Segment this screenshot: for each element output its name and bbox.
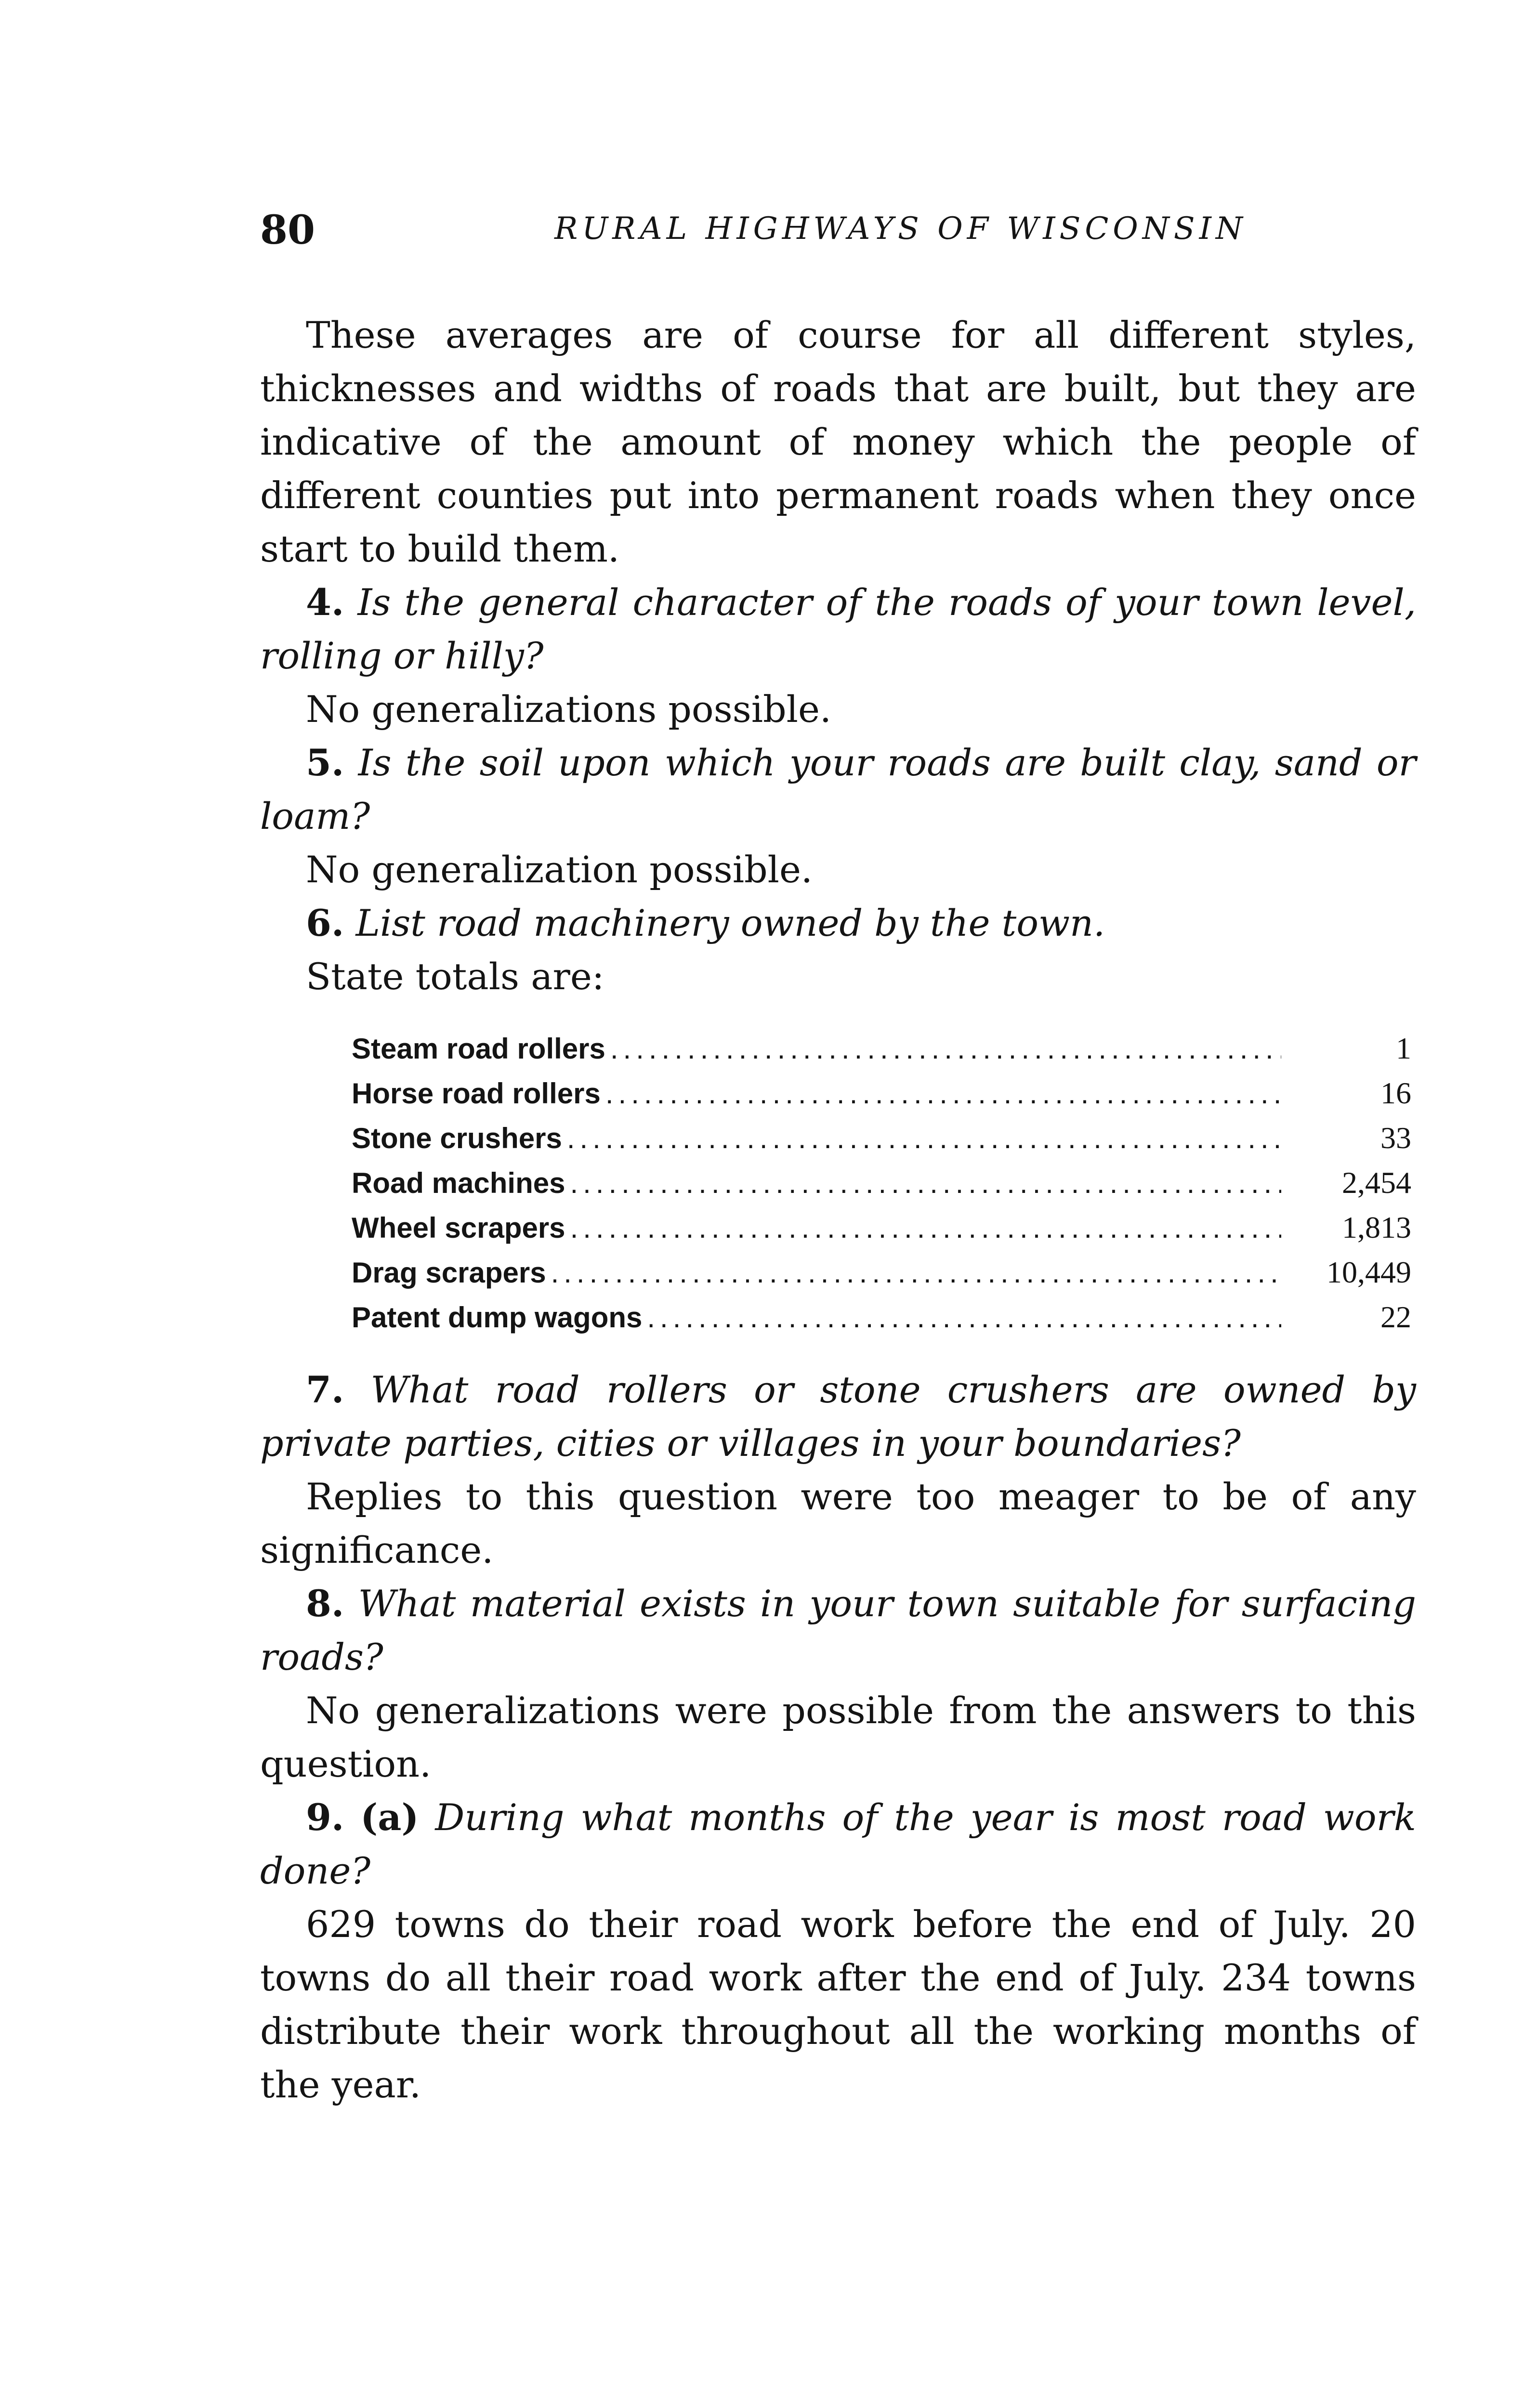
question-9-number: 9.: [306, 1796, 344, 1839]
question-4-text: Is the general character of the roads of your town level, rolling or hilly?: [260, 581, 1416, 677]
machinery-row: [352, 1071, 1411, 1116]
question-7-number: 7.: [306, 1368, 344, 1411]
dot-leader: [551, 1251, 1281, 1295]
machinery-row: [352, 1205, 1411, 1250]
question-4: [260, 576, 1416, 682]
machinery-count: 1,813: [1342, 1210, 1411, 1244]
answer-7: Replies to this question were too meager to be of any significance.: [260, 1475, 1416, 1571]
machinery-count: 1: [1396, 1031, 1411, 1065]
machinery-count: 16: [1380, 1076, 1411, 1110]
machinery-label: Wheel scrapers: [352, 1212, 565, 1244]
state-totals-lead: State totals are:: [306, 955, 604, 998]
machinery-count: 22: [1380, 1300, 1411, 1334]
question-5-text: Is the soil upon which your roads are built clay, sand or loam?: [260, 741, 1416, 838]
question-6: [260, 896, 1416, 950]
answer-8: No generalizations were possible from the answers to this question.: [260, 1689, 1416, 1785]
machinery-row: [352, 1161, 1411, 1205]
question-8: [260, 1577, 1416, 1684]
machinery-count: 33: [1380, 1121, 1411, 1155]
page-header: [260, 202, 1416, 260]
question-4-number: 4.: [306, 581, 344, 624]
machinery-label: Stone crushers: [352, 1122, 562, 1154]
dot-leader: [570, 1206, 1281, 1250]
machinery-label: Horse road rollers: [352, 1077, 601, 1110]
answer-5: No generalization possible.: [306, 848, 813, 891]
intro-paragraph: These averages are of course for all different styles, thicknesses and widths of roads that are built, but they are indicative of the amount of money which the people of different counties put into permanent roads when they once start to build them.: [260, 314, 1416, 570]
machinery-count: 2,454: [1342, 1165, 1411, 1200]
answer-4: No generalizations possible.: [306, 688, 832, 731]
question-5-number: 5.: [306, 741, 344, 784]
machinery-label: Drag scrapers: [352, 1256, 546, 1289]
question-8-number: 8.: [306, 1582, 344, 1625]
machinery-row: [352, 1026, 1411, 1071]
question-7: [260, 1363, 1416, 1470]
dot-leader: [567, 1116, 1281, 1161]
machinery-label: Patent dump wagons: [352, 1301, 643, 1334]
dot-leader: [647, 1296, 1281, 1340]
machinery-count: 10,449: [1327, 1255, 1411, 1289]
question-6-number: 6.: [306, 902, 344, 944]
machinery-row: [352, 1250, 1411, 1295]
dot-leader: [610, 1027, 1281, 1071]
question-7-text: What road rollers or stone crushers are owned by private parties, cities or villages in your boundaries?: [260, 1368, 1416, 1465]
page-body: [260, 308, 1416, 2111]
machinery-table: [352, 1026, 1411, 1340]
dot-leader: [570, 1161, 1281, 1205]
question-6-text: List road machinery owned by the town.: [355, 902, 1105, 944]
question-5: [260, 736, 1416, 843]
machinery-row: [352, 1295, 1411, 1340]
machinery-row: [352, 1116, 1411, 1161]
machinery-label: Steam road rollers: [352, 1033, 605, 1065]
question-9: [260, 1791, 1416, 1898]
machinery-label: Road machines: [352, 1167, 565, 1199]
answer-9: 629 towns do their road work before the end of July. 20 towns do all their road work after the end of July. 234 towns distribute their work throughout all the working months of the year.: [260, 1903, 1416, 2106]
question-8-text: What material exists in your town suitable for surfacing roads?: [260, 1582, 1416, 1678]
question-9-part: (a): [360, 1796, 419, 1839]
running-title: RURAL HIGHWAYS OF WISCONSIN: [554, 211, 1247, 247]
dot-leader: [605, 1072, 1281, 1116]
question-9-text: During what months of the year is most road work done?: [260, 1796, 1416, 1892]
page-number: 80: [260, 207, 315, 253]
